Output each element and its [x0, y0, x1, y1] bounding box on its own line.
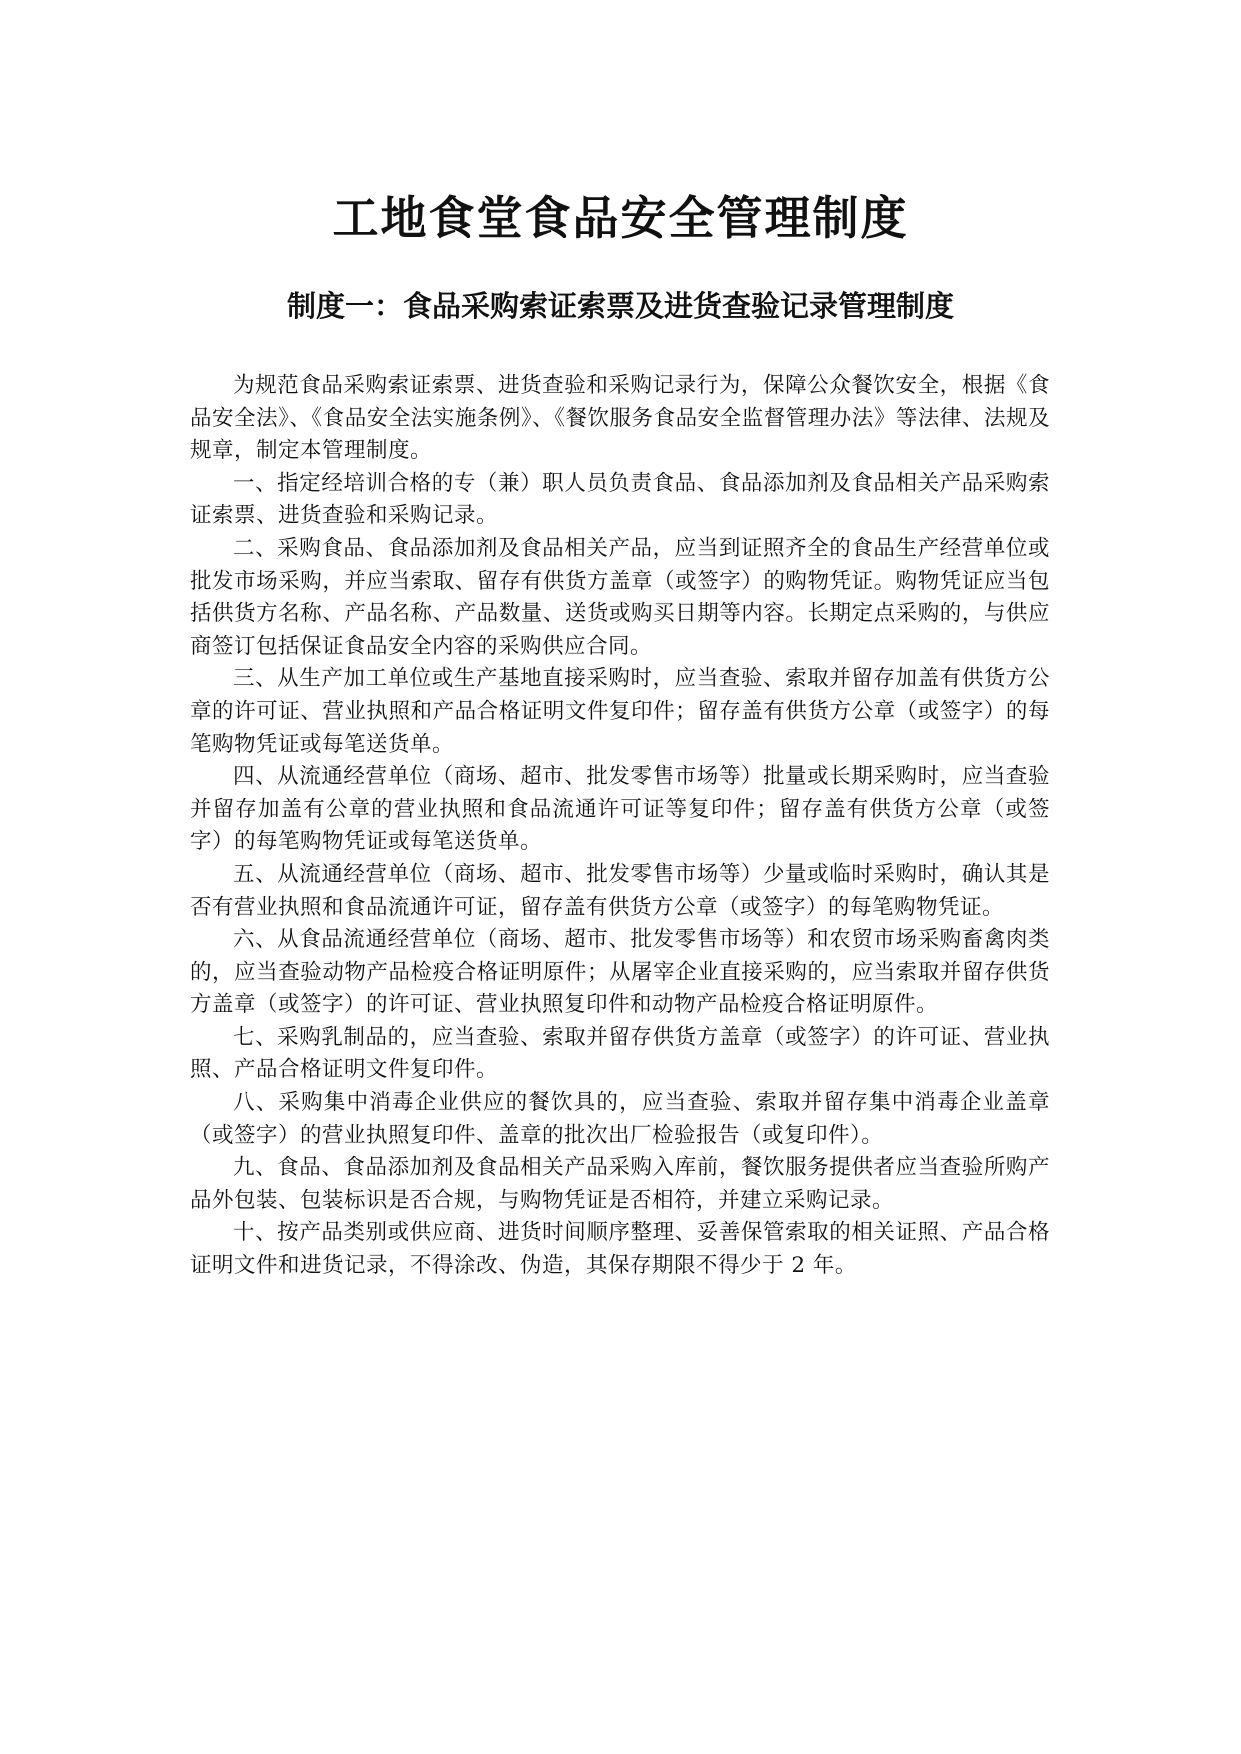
document-body: [190, 370, 1050, 1283]
paragraph-item-9: 九、食品、食品添加剂及食品相关产品采购入库前，餐饮服务提供者应当查验所购产品外包装、包装标识是否合规，与购物凭证是否相符，并建立采购记录。: [190, 1155, 1050, 1213]
paragraph-item-5: 五、从流通经营单位（商场、超市、批发零售市场等）少量或临时采购时，确认其是否有营业执照和食品流通许可证，留存盖有供货方公章（或签字）的每笔购物凭证。: [190, 861, 1050, 920]
paragraph-item-8: 八、采购集中消毒企业供应的餐饮具的，应当查验、索取并留存集中消毒企业盖章（或签字）的营业执照复印件、盖章的批次出厂检验报告（或复印件）。: [190, 1090, 1050, 1148]
paragraph-item-3: 三、从生产加工单位或生产基地直接采购时，应当查验、索取并留存加盖有供货方公章的许可证、营业执照和产品合格证明文件复印件；留存盖有供货方公章（或签字）的每笔购物凭证或每笔送货单。: [190, 666, 1050, 757]
section-title: 制度一：食品采购索证索票及进货查验记录管理制度: [286, 289, 954, 323]
document-title: 工地食堂食品安全管理制度: [332, 191, 909, 245]
paragraph-item-4: 四、从流通经营单位（商场、超市、批发零售市场等）批量或长期采购时，应当查验并留存加盖有公章的营业执照和食品流通许可证等复印件；留存盖有供货方公章（或签字）的每笔购物凭证或每笔送货单。: [190, 764, 1050, 855]
paragraph-item-10: 十、按产品类别或供应商、进货时间顺序整理、妥善保管索取的相关证照、产品合格证明文件和进货记录，不得涂改、伪造，其保存期限不得少于 2 年。: [190, 1220, 1050, 1279]
paragraph-item-2: 二、采购食品、食品添加剂及食品相关产品，应当到证照齐全的食品生产经营单位或批发市场采购，并应当索取、留存有供货方盖章（或签字）的购物凭证。购物凭证应当包括供货方名称、产品名称、产品数量、送货或购买日期等内容。长期定点采购的，与供应商签订包括保证食品安全内容的采购供应合同。: [190, 535, 1050, 659]
paragraph-intro: 为规范食品采购索证索票、进货查验和采购记录行为，保障公众餐饮安全，根据《食品安全法》、《食品安全法实施条例》、《餐饮服务食品安全监督管理办法》等法律、法规及规章，制定本管理制度。: [190, 373, 1050, 464]
paragraph-item-7: 七、采购乳制品的，应当查验、索取并留存供货方盖章（或签字）的许可证、营业执照、产品合格证明文件复印件。: [190, 1024, 1050, 1083]
paragraph-item-1: 一、指定经培训合格的专（兼）职人员负责食品、食品添加剂及食品相关产品采购索证索票、进货查验和采购记录。: [190, 470, 1050, 529]
paragraph-item-6: 六、从食品流通经营单位（商场、超市、批发零售市场等）和农贸市场采购畜禽肉类的，应当查验动物产品检疫合格证明原件；从屠宰企业直接采购的，应当索取并留存供货方盖章（或签字）的许可证、营业执照复印件和动物产品检疫合格证明原件。: [190, 927, 1050, 1018]
